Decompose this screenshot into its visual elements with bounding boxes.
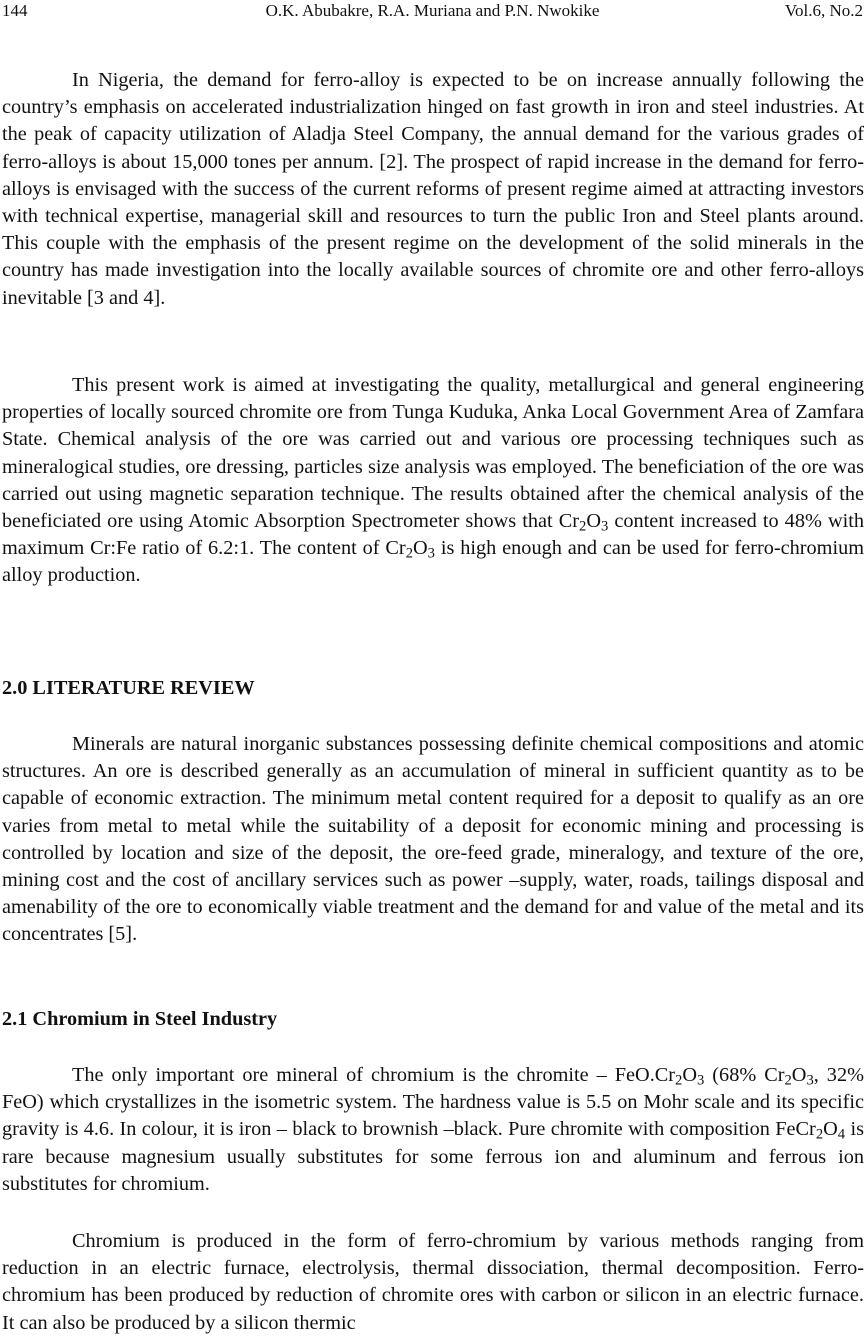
paragraph-minerals: Minerals are natural inorganic substances possessing definite chemical compositions and atomic structures. An ore is described generally as an accumulation of mineral in sufficient quantity as to be capable of economic extraction. The minimum metal content required for a deposit to qualify as an ore varies from metal to metal while the suitability of a deposit for economic mining and processing is controlled by location and size of the deposit, the ore-feed grade, mineralogy, and texture of the ore, mining cost and the cost of ancillary services such as power –supply, water, roads, tailings disposal and amenability of the ore to economically viable treatment and the demand for and value of the metal and its concentrates [5].	[2, 733, 864, 946]
paragraph-demand: In Nigeria, the demand for ferro-alloy is expected to be on increase annually following the country’s emphasis on accelerated industrialization hinged on fast growth in iron and steel industries. At the peak of capacity utilization of Aladja Steel Company, the annual demand for the various grades of ferro-alloys is about 15,000 tones per annum. [2]. The prospect of rapid increase in the demand for ferro-alloys is envisaged with the success of the current reforms of present regime aimed at attracting investors with technical expertise, managerial skill and resources to turn the public Iron and Steel plants around. This couple with the emphasis of the present regime on the development of the solid minerals in the country has made investigation into the locally available sources of chromite ore and other ferro-alloys inevitable [3 and 4].	[2, 69, 864, 309]
paragraph-production: Chromium is produced in the form of ferro-chromium by various methods ranging from reduction in an electric furnace, electrolysis, thermal dissociation, thermal decomposition. Ferro-chromium has been produced by reduction of chromite ores with carbon or silicon in an electric furnace. It can also be produced by a silicon thermic	[2, 1230, 864, 1334]
header-volume: Vol.6, No.2	[784, 1, 863, 20]
paragraph-aim: This present work is aimed at investigating the quality, metallurgical and general engineering properties of locally sourced chromite ore from Tunga Kuduka, Anka Local Government Area of Zamfara State. Chemical analysis of the ore was carried out and various ore processing techniques such as mineralogical studies, ore dressing, particles size analysis was employed. The beneficiation of the ore was carried out using magnetic separation technique. The results obtained after the chemical analysis of the beneficiated ore using Atomic Absorption Spectrometer shows that $Cr_2O_3$ content increased to 48% with maximum Cr:Fe ratio of 6.2:1. The content of $Cr_2O_3$ is high enough and can be used for ferro-chromium alloy production.	[2, 374, 864, 587]
subsection-heading-chromium-steel: 2.1 Chromium in Steel Industry	[2, 1008, 278, 1030]
running-header	[2, 0, 863, 22]
header-authors: O.K. Abubakre, R.A. Muriana and P.N. Nwokike	[265, 1, 600, 20]
section-heading-literature-review: 2.0 LITERATURE REVIEW	[2, 677, 255, 699]
paragraph-chromite: The only important ore mineral of chromium is the chromite – $FeO.Cr_2O_3$ (68% $Cr_2O_3$, 32% FeO) which crystallizes in the isometric system. The hardness value is 5.5 on Mohr scale and its specific gravity is 4.6. In colour, it is iron – black to brownish –black. Pure chromite with composition $FeCr_2O_4$ is rare because magnesium usually substitutes for some ferrous ion and aluminum and ferrous ion substitutes for chromium.	[2, 1064, 864, 1195]
page-number: 144	[2, 1, 28, 20]
